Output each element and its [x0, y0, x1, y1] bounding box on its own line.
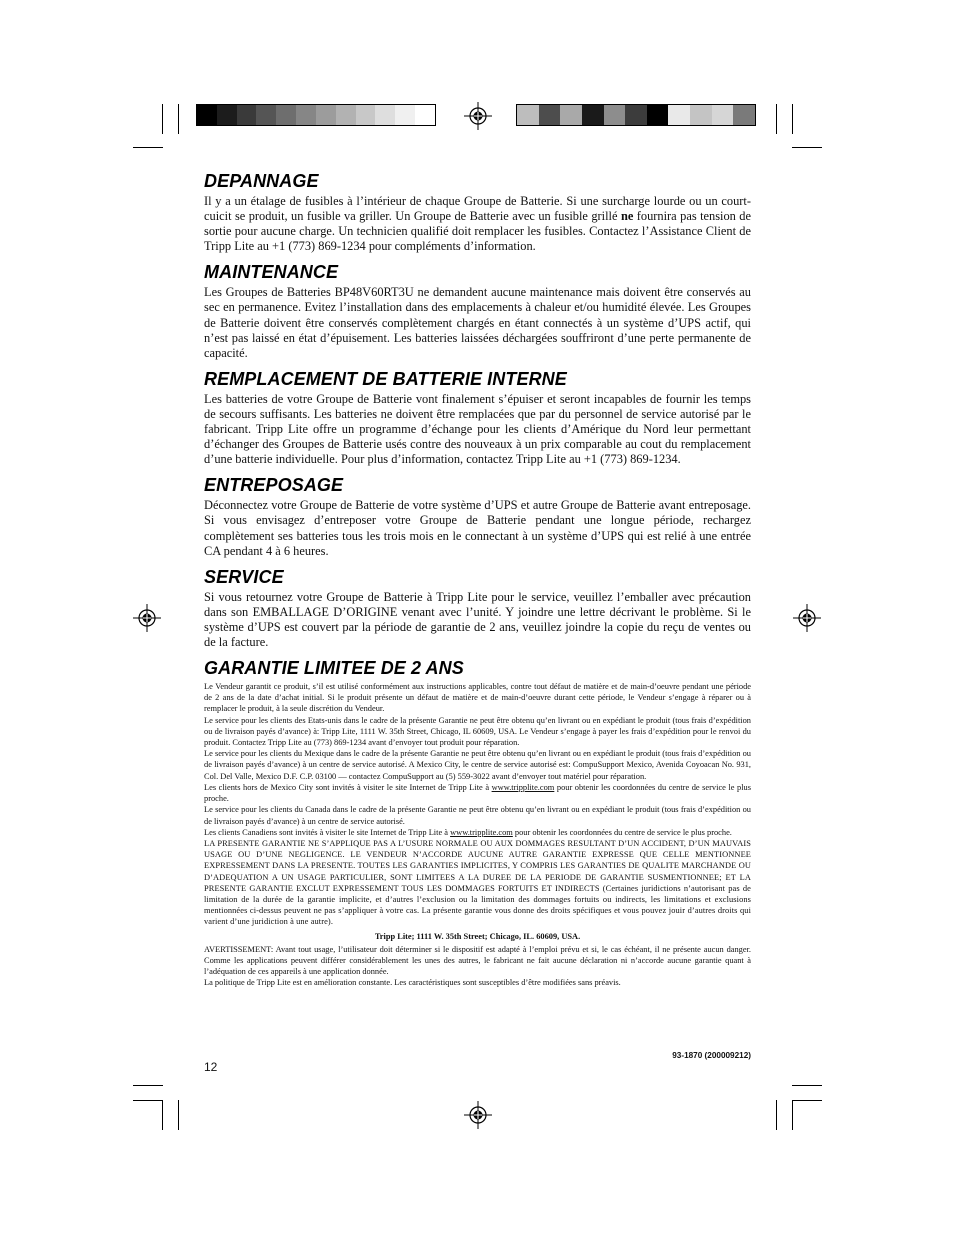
paragraph-depannage: Il y a un étalage de fusibles à l’intérieur de chaque Groupe de Batterie. Si une surcharge lourde ou un court-cuicit se produit, un fusible va griller. Un Groupe de Batterie avec un fusible grillé ne fournira pas tension de sortie pour aucune charge. Un technicien qualifié doit remplacer les fusibles. Contactez l’Assistance Client de Tripp Lite au +1 (773) 869-1234 pour compléments d’information.	[204, 194, 751, 254]
calibration-swatch	[733, 105, 755, 125]
calibration-swatch	[197, 105, 217, 125]
calibration-swatch	[582, 105, 604, 125]
warranty-p6: Les clients Canadiens sont invités à visiter le site Internet de Tripp Lite à www.tripplite.com pour obtenir les coordonnées du centre de service le plus proche.	[204, 827, 732, 837]
calibration-swatch	[217, 105, 237, 125]
calibration-swatch	[336, 105, 356, 125]
heading-service: SERVICE	[204, 566, 284, 587]
registration-mark-right-icon	[793, 604, 821, 632]
calibration-swatch	[237, 105, 257, 125]
calibration-bar-right	[516, 104, 756, 126]
warranty-p1: Le Vendeur garantit ce produit, s’il est utilisé conformément aux instructions applicables, contre tout défaut de matière et de main-d’oeuvre pendant une période de 2 ans de la date d’achat initial. Si le produit présente un défaut de matière et de main-d’oeuvre durant cette période, le Vendeur s’engage à réparer ou à remplacer le produit, à la seule discrétion du Vendeur.	[204, 682, 751, 714]
registration-mark-top-icon	[464, 102, 492, 130]
calibration-swatch	[690, 105, 712, 125]
tripplite-link[interactable]: www.tripplite.com	[450, 827, 513, 837]
heading-entreposage: ENTREPOSAGE	[204, 475, 344, 496]
calibration-swatch	[625, 105, 647, 125]
page-number: 12	[204, 1060, 218, 1074]
calibration-swatch	[647, 105, 669, 125]
document-body	[204, 170, 751, 989]
calibration-swatch	[539, 105, 561, 125]
heading-garantie: GARANTIE LIMITEE DE 2 ANS	[204, 658, 464, 679]
calibration-swatch	[296, 105, 316, 125]
warranty-p7: LA PRESENTE GARANTIE NE S’APPLIQUE PAS A L’USURE NORMALE OU AUX DOMMAGES RESULTANT D’UN ACCIDENT, D’UN MAUVAIS USAGE OU D’UNE NEGLIGENCE. LE VENDEUR N’ACCORDE AUCUNE AUTRE GARANTIE EXPRESSE QUE CELLE MENTIONNEE EXPRESSEMENT DANS LA PRESENTE. TOUTES LES GARANTIES IMPLICITES, Y COMPRIS LES GARANTIES DE QUALITE MARCHANDE OU D’ADEQUATION A UN USAGE PARTICULIER, SONT LIMITEES A LA DUREE DE LA PERIODE DE GARANTIE SUSMENTIONNEE; ET LA PRESENTE GARANTIE EXCLUT EXPRESSEMENT TOUS LES DOMMAGES FORTUITS ET INDIRECTS (Certaines juridictions n’autorisant pas de limitation de la durée de la garantie implicite, et d’autres l’exclusion ou la limitation des dommages fortuits ou indirects, les limitations et exclusions mentionnées ci-dessus peuvent ne pas s’appliquer à votre cas. La présente garantie vous donne des droits spécifiques et vous pouvez jouir d’autres droits qui varient d’une juridiction à une autre).	[204, 838, 751, 927]
calibration-swatch	[375, 105, 395, 125]
calibration-swatch	[356, 105, 376, 125]
calibration-swatch	[604, 105, 626, 125]
heading-remplacement: REMPLACEMENT DE BATTERIE INTERNE	[204, 368, 567, 389]
calibration-swatch	[395, 105, 415, 125]
paragraph-service: Si vous retournez votre Groupe de Batterie à Tripp Lite pour le service, veuillez l’emballer avec précaution dans son EMBALLAGE D’ORIGINE venant avec l’unité. Y joindre une lettre décrivant le problème. Si le système d’UPS est couvert par la période de garantie de 2 ans, veuillez joindre la copie du reçu de ventes ou de la facture.	[204, 589, 751, 649]
tripplite-link[interactable]: www.tripplite.com	[491, 782, 555, 792]
warranty-p2: Le service pour les clients des Etats-unis dans le cadre de la présente Garantie ne peut être obtenu qu’en livrant ou en expédiant le produit (tous frais d’expédition ou de livraison payés d’avance) à: Tripp Lite, 1111 W. 35th Street, Chicago, IL 60609, USA. Le Vendeur s’engage à payer les frais d’expédition pour le renvoi du produit. Contactez Tripp Lite au (773) 869-1234 avant d’envoyer tout produit pour réparation.	[204, 715, 751, 748]
warranty-p3: Le service pour les clients du Mexique dans le cadre de la présente Garantie ne peut être obtenu qu’en livrant ou en expédiant le produit (tous frais d’expédition ou de livraison payés d’avance) à un centre de service autorisé. A Mexico City, le centre de service autorisé est: CompuSupport Mexico, Avenida Coyoacan No. 931, Col. Del Valle, Mexico D.F. C.P. 03100 — contactez CompuSupport au (5) 559-3022 avant d’envoyer tout matériel pour réparation.	[204, 749, 751, 781]
page-footer	[204, 1051, 751, 1076]
warranty-address: Tripp Lite; 1111 W. 35th Street; Chicago, IL. 60609, USA.	[374, 931, 581, 941]
warranty-p4: Les clients hors de Mexico City sont invités à visiter le site Internet de Tripp Lite à www.tripplite.com pour obtenir les coordonnées du centre de service le plus proche.	[204, 782, 751, 804]
registration-mark-left-icon	[133, 604, 161, 632]
calibration-swatch	[668, 105, 690, 125]
calibration-swatch	[316, 105, 336, 125]
calibration-bar-left	[196, 104, 436, 126]
calibration-swatch	[712, 105, 734, 125]
warranty-text	[204, 681, 751, 988]
warranty-p9: La politique de Tripp Lite est en amélioration constante. Les caractéristiques sont susceptibles d’être modifiées sans préavis.	[204, 978, 621, 988]
calibration-swatch	[415, 105, 435, 125]
heading-depannage: DEPANNAGE	[204, 171, 319, 191]
registration-mark-bottom-icon	[464, 1101, 492, 1129]
warranty-p8: AVERTISSEMENT: Avant tout usage, l’utilisateur doit déterminer si le dispositif est adapté à l’emploi prévu et si, le cas échéant, il ne présente aucun danger. Comme les applications peuvent différer considérablement les unes des autres, le fabricant ne fait aucune déclaration ni n’accorde aucune garantie quant à l’adéquation de ces appareils à une application donnée.	[204, 944, 751, 977]
paragraph-maintenance: Les Groupes de Batteries BP48V60RT3U ne demandent aucune maintenance mais doivent être conservés au sec en permanence. Evitez l’installation dans des emplacements à chaleur et/ou humidité élevée. Les Groupes de Batterie doivent être conservés complètement chargés en étant connectés à un système d’UPS actif, qui n’est pas laissé en état d’épuisement. Les batteries laissées déchargées souffriront d’une perte permanente de capacité.	[204, 285, 751, 360]
paragraph-entreposage: Déconnectez votre Groupe de Batterie de votre système d’UPS et autre Groupe de Batterie avant entreposage. Si vous envisagez d’entreposer votre Groupe de Batterie pendant une longue période, rechargez complètement ses batteries tous les trois mois en le connectant à un système d’UPS qui est relié à une entrée CA pendant 4 à 6 heures.	[204, 498, 751, 558]
paragraph-remplacement: Les batteries de votre Groupe de Batterie vont finalement s’épuiser et seront incapables de fournir les temps de secours suffisants. Les batteries ne doivent être remplacées que par du personnel de service autorisé par le fabricant. Tripp Lite offre un programme d’échange pour les clients d’Amérique du Nord leur permettant d’échanger des Groupes de Batterie usés contre des nouveaux à un prix comparable au cout du remplacement d’une batterie individuelle. Pour plus d’information, contactez Tripp Lite au +1 (773) 869-1234.	[204, 391, 751, 467]
warranty-p5: Le service pour les clients du Canada dans le cadre de la présente Garantie ne peut être obtenu qu’en livrant ou en expédiant le produit (tous frais d’expédition ou de livraison payés d’avance) à un centre de service autorisé.	[204, 805, 751, 826]
document-number: 93-1870 (200009212)	[672, 1051, 751, 1060]
calibration-swatch	[256, 105, 276, 125]
calibration-swatch	[517, 105, 539, 125]
heading-maintenance: MAINTENANCE	[204, 262, 339, 283]
calibration-swatch	[560, 105, 582, 125]
calibration-swatch	[276, 105, 296, 125]
